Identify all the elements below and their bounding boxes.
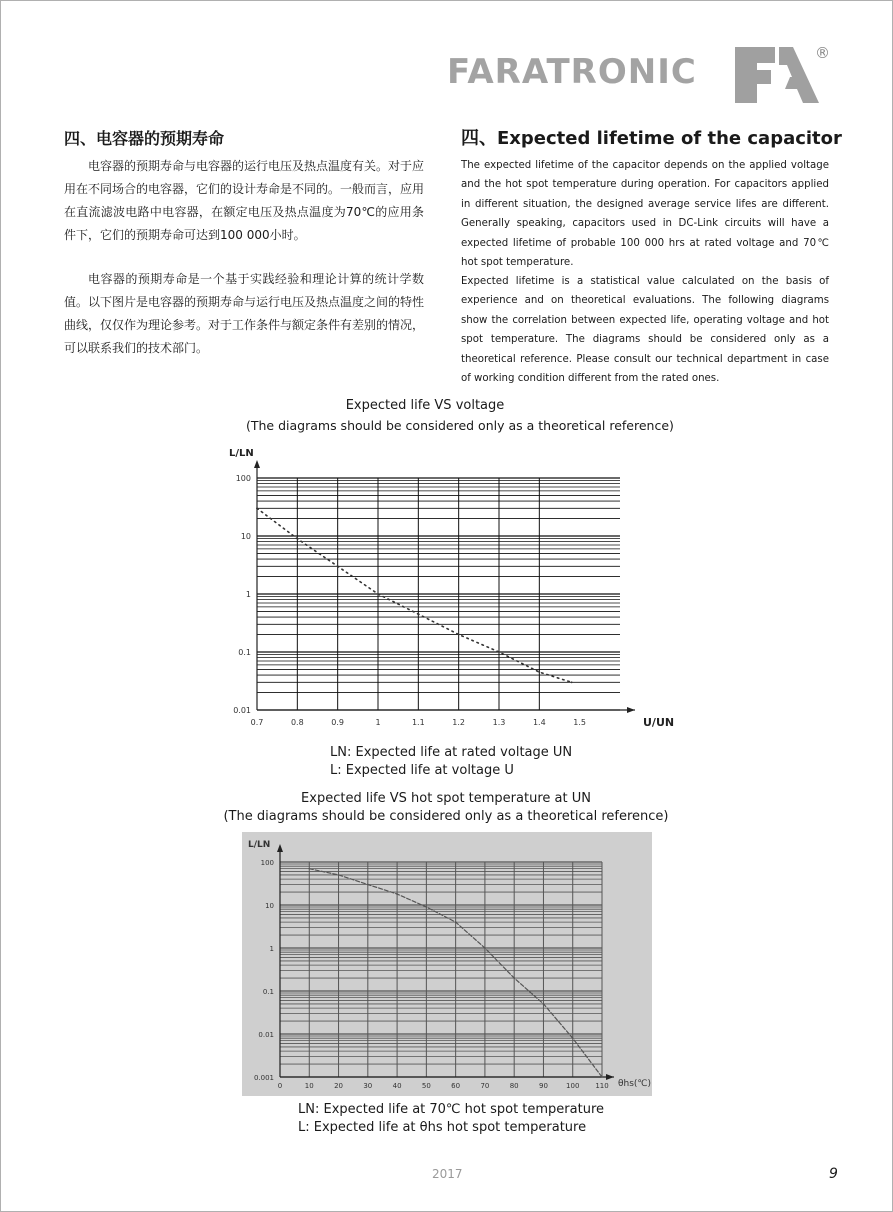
- chart1-subtitle: (The diagrams should be considered only as a theoretical reference): [246, 418, 674, 433]
- brand-name: FARATRONIC: [447, 52, 697, 92]
- x-tick-label: 1: [375, 718, 381, 727]
- x-tick-label: 80: [509, 1082, 519, 1090]
- x-tick-label: 30: [363, 1082, 373, 1090]
- data-point: [601, 1076, 603, 1078]
- x-tick-label: 60: [451, 1082, 461, 1090]
- data-point: [338, 874, 340, 876]
- data-point: [417, 613, 419, 615]
- chart1-voltage: [225, 440, 685, 735]
- data-point: [367, 884, 369, 886]
- x-tick-label: 0.7: [250, 718, 264, 727]
- data-point: [337, 565, 339, 567]
- chart2-ylabel: L/LN: [248, 840, 271, 850]
- x-tick-label: 0.9: [331, 718, 345, 727]
- y-tick-label: 100: [260, 859, 274, 867]
- x-tick-label: 0.8: [290, 718, 304, 727]
- faratronic-logo-icon: [735, 47, 820, 103]
- chart1-y-tick-labels: [233, 474, 251, 715]
- y-tick-label: 1: [245, 590, 251, 599]
- data-point: [396, 893, 398, 895]
- chart2-xlabel: θhs(℃): [618, 1079, 652, 1089]
- section-heading-cn: 四、电容器的预期寿命: [64, 129, 225, 148]
- x-tick-label: 110: [595, 1082, 609, 1090]
- data-point: [484, 947, 486, 949]
- y-tick-label: 0.1: [238, 648, 251, 657]
- x-tick-label: 70: [480, 1082, 490, 1090]
- chart1-x-tick-labels: [251, 718, 586, 727]
- data-point: [455, 921, 457, 923]
- paragraph-en-1: The expected lifetime of the capacitor depends on the applied voltage and the hot spot temperature during operation. For capacitors applied in different situation, the designed average service lifes are different. Generally speaking, capacitors used in DC-Link circuits will have a expected lifetime of probable 100 000 hrs at rated voltage and 70℃ hot spot temperature.: [461, 160, 829, 269]
- chart1-series: [256, 507, 572, 683]
- data-point: [538, 671, 540, 673]
- registered-mark: ®: [815, 44, 830, 62]
- chart1-title: Expected life VS voltage: [345, 398, 505, 413]
- y-tick-label: 0.1: [262, 988, 274, 996]
- x-tick-label: 0: [277, 1082, 283, 1090]
- page-number: 9: [829, 1166, 838, 1182]
- y-tick-label: 0.01: [233, 706, 251, 715]
- x-tick-label: 1.4: [532, 718, 546, 727]
- y-tick-label: 1: [269, 945, 274, 953]
- footer-year: 2017: [432, 1167, 463, 1181]
- data-point: [543, 1003, 545, 1005]
- data-point: [513, 977, 515, 979]
- chart1-legend-l: L: Expected life at voltage U: [330, 763, 514, 778]
- x-tick-label: 90: [538, 1082, 548, 1090]
- chart2-temperature: [242, 832, 652, 1096]
- chart1-legend-ln: LN: Expected life at rated voltage UN: [330, 745, 573, 760]
- series-line: [257, 508, 572, 682]
- y-tick-label: 10: [265, 902, 274, 910]
- data-point: [256, 507, 258, 509]
- data-point: [425, 906, 427, 908]
- chart1-xlabel: U/UN: [643, 716, 675, 729]
- data-point: [377, 593, 379, 595]
- x-tick-label: 100: [566, 1082, 580, 1090]
- data-point: [571, 681, 573, 683]
- paragraph-cn-2: 电容器的预期寿命是一个基于实践经验和理论计算的统计学数值。以下图片是电容器的预期寿命与运行电压及热点温度之间的特性曲线，仅仅作为理论参考。对于工作条件与额定条件有差别的情况，可以联系我们的技术部门。: [64, 272, 425, 355]
- y-tick-label: 0.01: [258, 1031, 274, 1039]
- y-tick-label: 0.001: [253, 1074, 274, 1082]
- x-tick-label: 1.1: [411, 718, 425, 727]
- x-tick-label: 1.5: [573, 718, 587, 727]
- section-heading-en: 四、Expected lifetime of the capacitor: [461, 128, 842, 149]
- chart1-ylabel: L/LN: [229, 448, 254, 459]
- x-tick-label: 40: [392, 1082, 402, 1090]
- data-point: [572, 1037, 574, 1039]
- y-tick-label: 10: [240, 532, 251, 541]
- x-axis-arrow-icon: [627, 707, 635, 713]
- chart2-legend-ln: LN: Expected life at 70℃ hot spot temperature: [298, 1102, 605, 1117]
- data-point: [296, 538, 298, 540]
- x-tick-label: 50: [421, 1082, 431, 1090]
- chart1-grid: [257, 478, 620, 710]
- data-point: [498, 651, 500, 653]
- y-tick-label: 100: [235, 474, 251, 483]
- x-tick-label: 1.2: [452, 718, 466, 727]
- x-tick-label: 1.3: [492, 718, 506, 727]
- paragraph-en-2: Expected lifetime is a statistical value calculated on the basis of experience and on theoretical evaluations. The following diagrams show the correlation between expected life, operating voltage and hot spot temperature. The diagrams should be considered only as a theoretical reference. Please consult our technical department in case of working condition different from the rated ones.: [461, 276, 829, 385]
- y-axis-arrow-icon: [254, 460, 260, 468]
- x-tick-label: 20: [334, 1082, 344, 1090]
- data-point: [458, 634, 460, 636]
- data-point: [308, 868, 310, 870]
- chart2-legend-l: L: Expected life at θhs hot spot temperature: [298, 1120, 587, 1135]
- chart2-subtitle: (The diagrams should be considered only as a theoretical reference): [223, 809, 669, 824]
- chart2-title: Expected life VS hot spot temperature at UN: [301, 791, 591, 806]
- x-tick-label: 10: [304, 1082, 314, 1090]
- paragraph-cn-1: 电容器的预期寿命与电容器的运行电压及热点温度有关。对于应用在不同场合的电容器，它们的设计寿命是不同的。一般而言，应用在直流滤波电路中电容器，在额定电压及热点温度为70℃的应用条件下，它们的预期寿命可达到100 000小时。: [64, 159, 425, 242]
